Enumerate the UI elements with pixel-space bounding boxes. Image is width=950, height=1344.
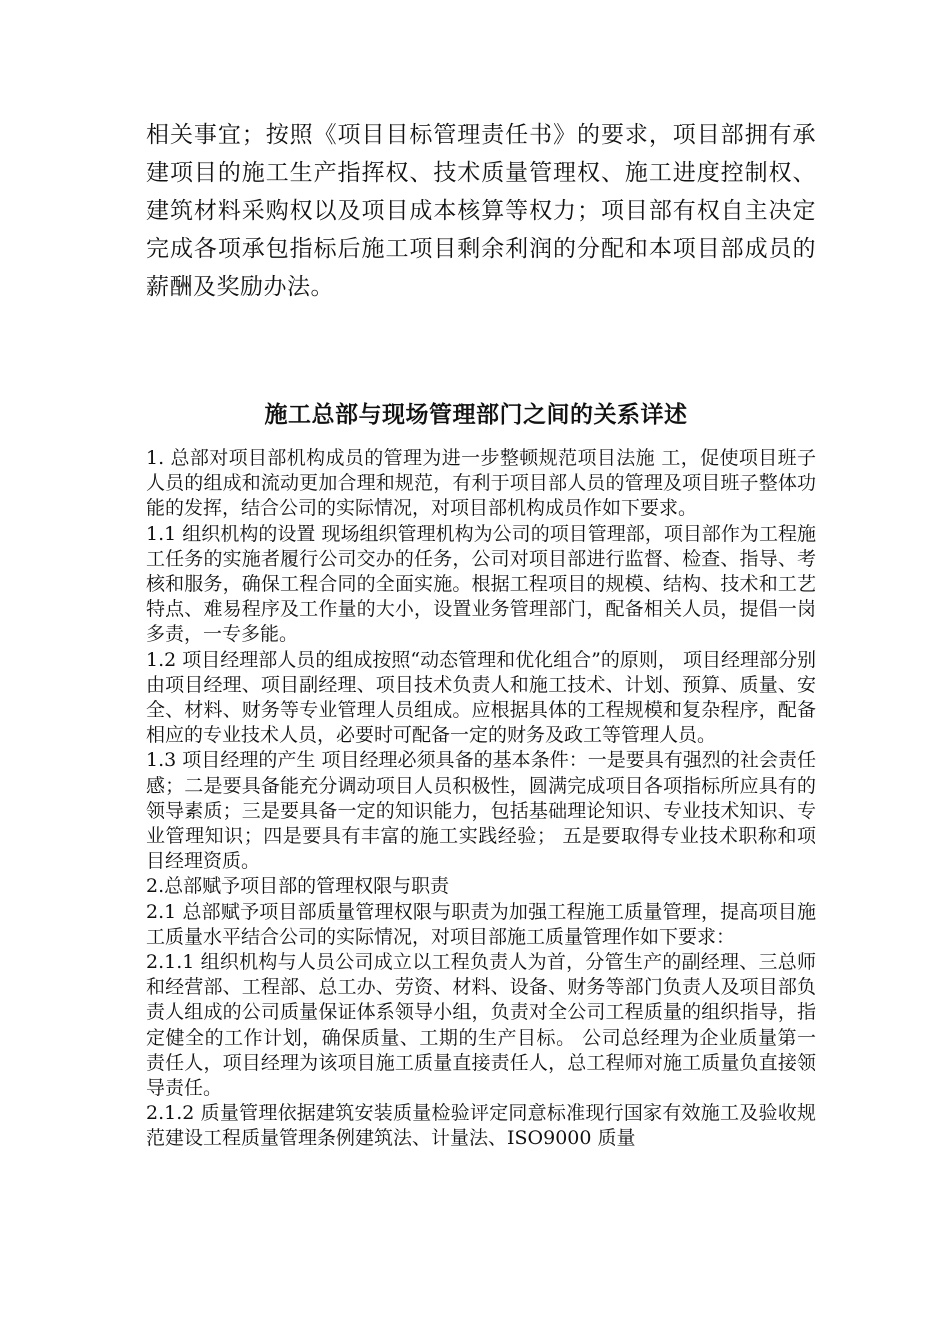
paragraph-1-1: 1.1 组织机构的设置 现场组织管理机构为公司的项目管理部，项目部作为工程施工任务的实施者履行公司交办的任务，公司对项目部进行监督、检查、指导、考核和服务，确保工程合同的全面实施。根据工程项目的规模、结构、技术和工艺特点、难易程序及工作量的大小，设置业务管理部门，配备相关人员，提倡一岗多责，一专多能。 [146, 522, 816, 646]
paragraph-1: 1. 总部对项目部机构成员的管理为进一步整顿规范项目法施 工，促使项目班子人员的组成和流动更加合理和规范，有利于项目部人员的管理及项目班子整体功能的发挥，结合公司的实际情况，对项目部机构成员作如下要求。 [146, 447, 816, 520]
paragraph-2-heading: 2.总部赋予项目部的管理权限与职责 [146, 875, 450, 898]
section-title: 施工总部与现场管理部门之间的关系详述 [264, 401, 688, 428]
paragraph-1-2: 1.2 项目经理部人员的组成按照“动态管理和优化组合”的原则， 项目经理部分别由项目经理、项目副经理、项目技术负责人和施工技术、计划、预算、质量、安全、材料、财务等专业管理人员组成。应根据具体的工程规模和复杂程序，配备相应的专业技术人员，必要时可配备一定的财务及政工等管理人员。 [146, 648, 816, 747]
paragraph-1-3: 1.3 项目经理的产生 项目经理必须具备的基本条件：一是要具有强烈的社会责任感；二是要具备能充分调动项目人员积极性，圆满完成项目各项指标所应具有的领导素质；三是要具备一定的知识能力，包括基础理论知识、专业技术知识、专业管理知识；四是要具有丰富的施工实践经验； 五是要取得专业技术职称和项目经理资质。 [146, 749, 816, 873]
paragraph-2-1: 2.1 总部赋予项目部质量管理权限与职责为加强工程施工质量管理，提高项目施工质量水平结合公司的实际情况，对项目部施工质量管理作如下要求： [146, 900, 816, 948]
document-body [146, 446, 816, 1152]
paragraph-2-1-2: 2.1.2 质量管理依据建筑安装质量检验评定同意标准现行国家有效施工及验收规范建设工程质量管理条例建筑法、计量法、ISO9000 质量 [146, 1102, 816, 1150]
paragraph-2-1-1: 2.1.1 组织机构与人员公司成立以工程负责人为首，分管生产的副经理、三总师和经营部、工程部、总工办、劳资、材料、设备、财务等部门负责人及项目部负责人组成的公司质量保证体系领导小组，负责对全公司工程质量的组织指导，指定健全的工作计划，确保质量、工期的生产目标。 公司总经理为企业质量第一责任人，项目经理为该项目施工质量直接责任人，总工程师对施工质量负直接领导责任。 [146, 951, 816, 1100]
intro-paragraph: 相关事宜；按照《项目目标管理责任书》的要求，项目部拥有承建项目的施工生产指挥权、技术质量管理权、施工进度控制权、建筑材料采购权以及项目成本核算等权力；项目部有权自主决定完成各项承包指标后施工项目剩余利润的分配和本项目部成员的薪酬及奖励办法。 [146, 122, 816, 300]
